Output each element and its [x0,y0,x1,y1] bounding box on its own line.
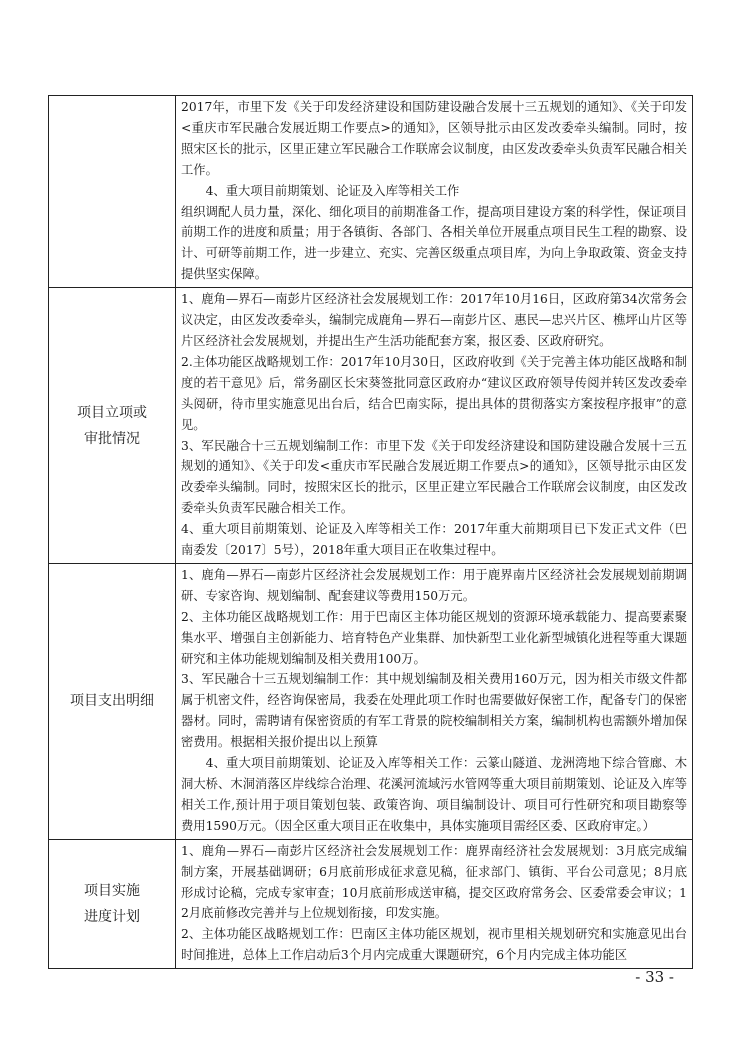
label-line: 项目立项或 [77,404,147,421]
page-number: - 33 - [635,968,674,986]
paragraph: 2、主体功能区战略规划工作：用于巴南区主体功能区规划的资源环境承载能力、提高要素聚集水平、增强自主创新能力、培育特色产业集群、加快新型工业化新型城镇化进程等重大课题研究和主体功能规划编制及相关费用100万。 [181,609,687,666]
paragraph: 1、鹿角—界石—南彭片区经济社会发展规划工作：用于鹿界南片区经济社会发展规划前期调研、专家咨询、规划编制、配套建议等费用150万元。 [181,567,687,603]
row-label [49,288,176,564]
document-table [48,95,693,969]
row-content [176,563,693,839]
label-line: 项目实施 [84,882,140,899]
row-content [176,96,693,288]
paragraph: 1、鹿角—界石—南彭片区经济社会发展规划工作：鹿界南经济社会发展规划：3月底完成编制方案，开展基础调研；6月底前形成征求意见稿，征求部门、镇街、平台公司意见；8月底形成讨论稿，完成专家审查；10月底前形成送审稿，提交区政府常务会、区委常委会审议；12月底前修改完善并与上位规划衔接，印发实施。 [181,843,687,921]
paragraph: 2.主体功能区战略规划工作：2017年10月30日，区政府收到《关于完善主体功能区战略和制度的若干意见》后，常务副区长宋葵签批同意区政府办“建议区政府领导传阅并转区发改委牵头阅研，待市里实施意见出台后，结合巴南实际，提出具体的贯彻落实方案按程序报审”的意见。 [181,354,687,432]
table-row-continuation [49,96,693,288]
row-label [49,839,176,968]
row-label [49,96,176,288]
paragraph: 3、军民融合十三五规划编制工作：市里下发《关于印发经济建设和国防建设融合发展十三五规划的通知》、《关于印发<重庆市军民融合发展近期工作要点>的通知》，区领导批示由区发改委牵头编制。同时，按照宋区长的批示，区里正建立军民融合工作联席会议制度，由区发改委牵头负责军民融合相关工作。 [181,438,687,516]
paragraph: 组织调配人员力量，深化、细化项目的前期准备工作，提高项目建设方案的科学性，保证项目前期工作的进度和质量；用于各镇街、各部门、各相关单位开展重点项目民生工程的勘察、设计、可研等前期工作，进一步建立、充实、完善区级重点项目库，为向上争取政策、资金支持提供坚实保障。 [181,204,687,282]
paragraph: 1、鹿角—界石—南彭片区经济社会发展规划工作：2017年10月16日，区政府第34次常务会议决定，由区发改委牵头，编制完成鹿角—界石—南彭片区、惠民—忠兴片区、樵坪山片区等片区经济社会发展规划，并提出生产生活功能配套方案，报区委、区政府研究。 [181,292,687,348]
table-row-schedule [49,839,693,968]
table-row-approval [49,288,693,564]
row-content [176,288,693,564]
paragraph: 4、重大项目前期策划、论证及入库等相关工作 [205,183,460,198]
table-row-expenditure [49,563,693,839]
label-line: 审批情况 [84,430,140,447]
paragraph: 4、重大项目前期策划、论证及入库等相关工作：2017年重大前期项目已下发正式文件（巴南委发〔2017〕5号），2018年重大项目正在收集过程中。 [181,522,687,558]
paragraph: 2、主体功能区战略规划工作：巴南区主体功能区规划，视市里相关规划研究和实施意见出台时间推进，总体上工作启动后3个月内完成重大课题研究，6个月内完成主体功能区 [181,927,687,963]
paragraph: 2017年，市里下发《关于印发经济建设和国防建设融合发展十三五规划的通知》、《关于印发<重庆市军民融合发展近期工作要点>的通知》，区领导批示由区发改委牵头编制。同时，按照宋区长的批示，区里正建立军民融合工作联席会议制度，由区发改委牵头负责军民融合相关工作。 [181,100,687,177]
label-line: 项目支出明细 [70,693,154,710]
row-content [176,839,693,968]
paragraph: 4、重大项目前期策划、论证及入库等相关工作：云篆山隧道、龙洲湾地下综合管廊、木洞大桥、木洞消落区岸线综合治理、花溪河流域污水管网等重大项目前期策划、论证及入库等相关工作,预计用于项目策划包装、政策咨询、项目编制设计、项目可行性研究和项目勘察等费用1590万元。（因全区重大项目正在收集中，具体实施项目需经区委、区政府审定。） [181,756,687,833]
paragraph: 3、军民融合十三五规划编制工作：其中规划编制及相关费用160万元，因为相关市级文件都属于机密文件，经咨询保密局，我委在处理此项工作时也需要做好保密工作，配备专门的保密器材。同时，需聘请有保密资质的有军工背景的院校编制相关方案，编制机构也需额外增加保密费用。根据相关报价提出以上预算 [181,672,687,750]
label-line: 进度计划 [84,908,140,925]
row-label [49,563,176,839]
